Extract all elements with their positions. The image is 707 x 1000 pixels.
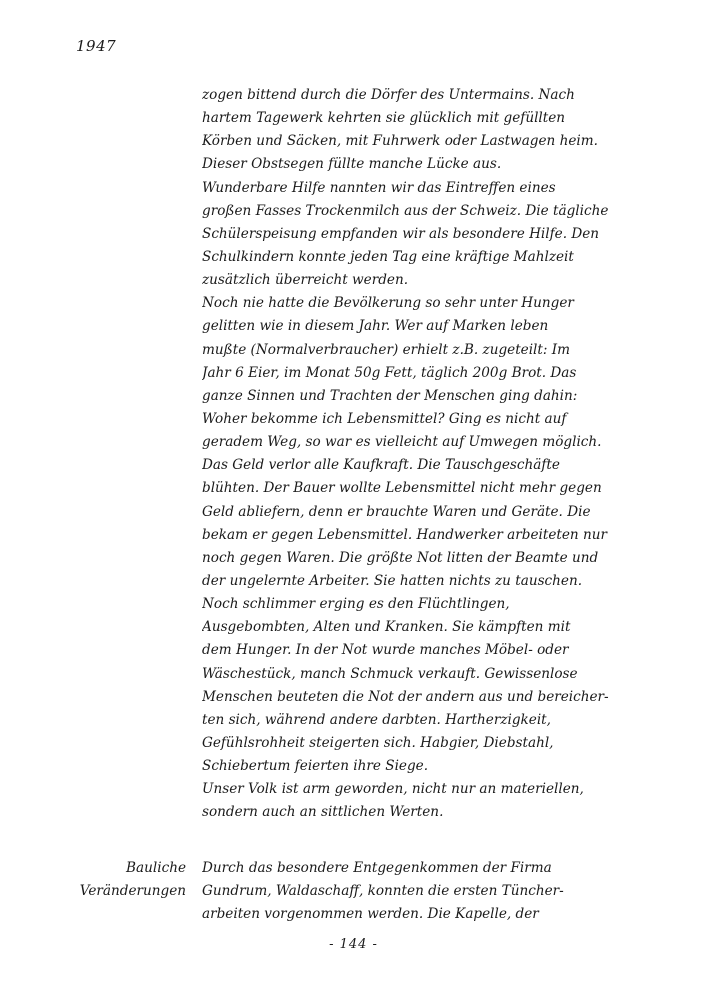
text-line: Das Geld verlor alle Kaufkraft. Die Tauschgeschäfte xyxy=(202,457,560,474)
text-line: Jahr 6 Eier, im Monat 50g Fett, täglich 200g Brot. Das xyxy=(202,364,577,381)
text-line: sondern auch an sittlichen Werten. xyxy=(202,804,444,821)
text-line: Noch nie hatte die Bevölkerung so sehr unter Hunger xyxy=(202,295,574,312)
text-line: großen Fasses Trockenmilch aus der Schweiz. Die tägliche xyxy=(202,202,609,219)
text-line: der ungelernte Arbeiter. Sie hatten nichts zu tauschen. xyxy=(202,572,583,589)
section-text-block xyxy=(202,857,672,926)
margin-label: Bauliche xyxy=(126,860,186,876)
text-line: noch gegen Waren. Die größte Not litten der Beamte und xyxy=(202,549,599,566)
text-line: zusätzlich überreicht werden. xyxy=(202,272,409,289)
text-line: Wunderbare Hilfe nannten wir das Eintreffen eines xyxy=(202,179,556,196)
text-line: Gefühlsrohheit steigerten sich. Habgier, Diebstahl, xyxy=(202,734,554,751)
text-line: Woher bekomme ich Lebensmittel? Ging es nicht auf xyxy=(202,410,567,427)
text-line: arbeiten vorgenommen werden. Die Kapelle, der xyxy=(202,906,539,923)
text-line: ganze Sinnen und Trachten der Menschen ging dahin: xyxy=(202,387,578,404)
main-text-block xyxy=(202,84,672,825)
text-line: Unser Volk ist arm geworden, nicht nur an materiellen, xyxy=(202,781,584,798)
text-line: mußte (Normalverbraucher) erhielt z.B. zugeteilt: Im xyxy=(202,341,571,358)
text-line: Menschen beuteten die Not der andern aus und bereicher- xyxy=(202,688,609,705)
text-line: Schülerspeisung empfanden wir als besondere Hilfe. Den xyxy=(202,225,600,242)
text-line: Dieser Obstsegen füllte manche Lücke aus. xyxy=(202,156,502,173)
text-line: Ausgebombten, Alten und Kranken. Sie kämpften mit xyxy=(202,619,571,636)
text-line: Noch schlimmer erging es den Flüchtlingen, xyxy=(202,596,510,613)
text-line: Schiebertum feierten ihre Siege. xyxy=(202,758,429,775)
text-line: geradem Weg, so war es vielleicht auf Umwegen möglich. xyxy=(202,434,602,451)
text-line: bekam er gegen Lebensmittel. Handwerker arbeiteten nur xyxy=(202,526,607,543)
text-line: hartem Tagewerk kehrten sie glücklich mit gefüllten xyxy=(202,110,566,127)
year-heading: 1947 xyxy=(76,37,117,55)
text-line: Gundrum, Waldaschaff, konnten die ersten Tüncher- xyxy=(202,883,564,900)
text-line: Körben und Säcken, mit Fuhrwerk oder Lastwagen heim. xyxy=(202,133,598,150)
text-line: zogen bittend durch die Dörfer des Untermains. Nach xyxy=(202,87,575,103)
text-line: Wäschestück, manch Schmuck verkauft. Gewissenlose xyxy=(202,665,578,682)
text-line: Durch das besondere Entgegenkommen der Firma xyxy=(202,860,552,876)
margin-label: Veränderungen xyxy=(79,883,186,900)
text-line: Geld abliefern, denn er brauchte Waren und Geräte. Die xyxy=(202,503,591,520)
text-line: blühten. Der Bauer wollte Lebensmittel nicht mehr gegen xyxy=(202,480,602,497)
text-line: gelitten wie in diesem Jahr. Wer auf Marken leben xyxy=(202,318,549,335)
page-number: - 144 - xyxy=(329,937,378,952)
text-line: Schulkindern konnte jeden Tag eine kräftige Mahlzeit xyxy=(202,248,574,265)
text-line: ten sich, während andere darbten. Hartherzigkeit, xyxy=(202,711,551,728)
text-line: dem Hunger. In der Not wurde manches Möbel- oder xyxy=(202,642,569,659)
